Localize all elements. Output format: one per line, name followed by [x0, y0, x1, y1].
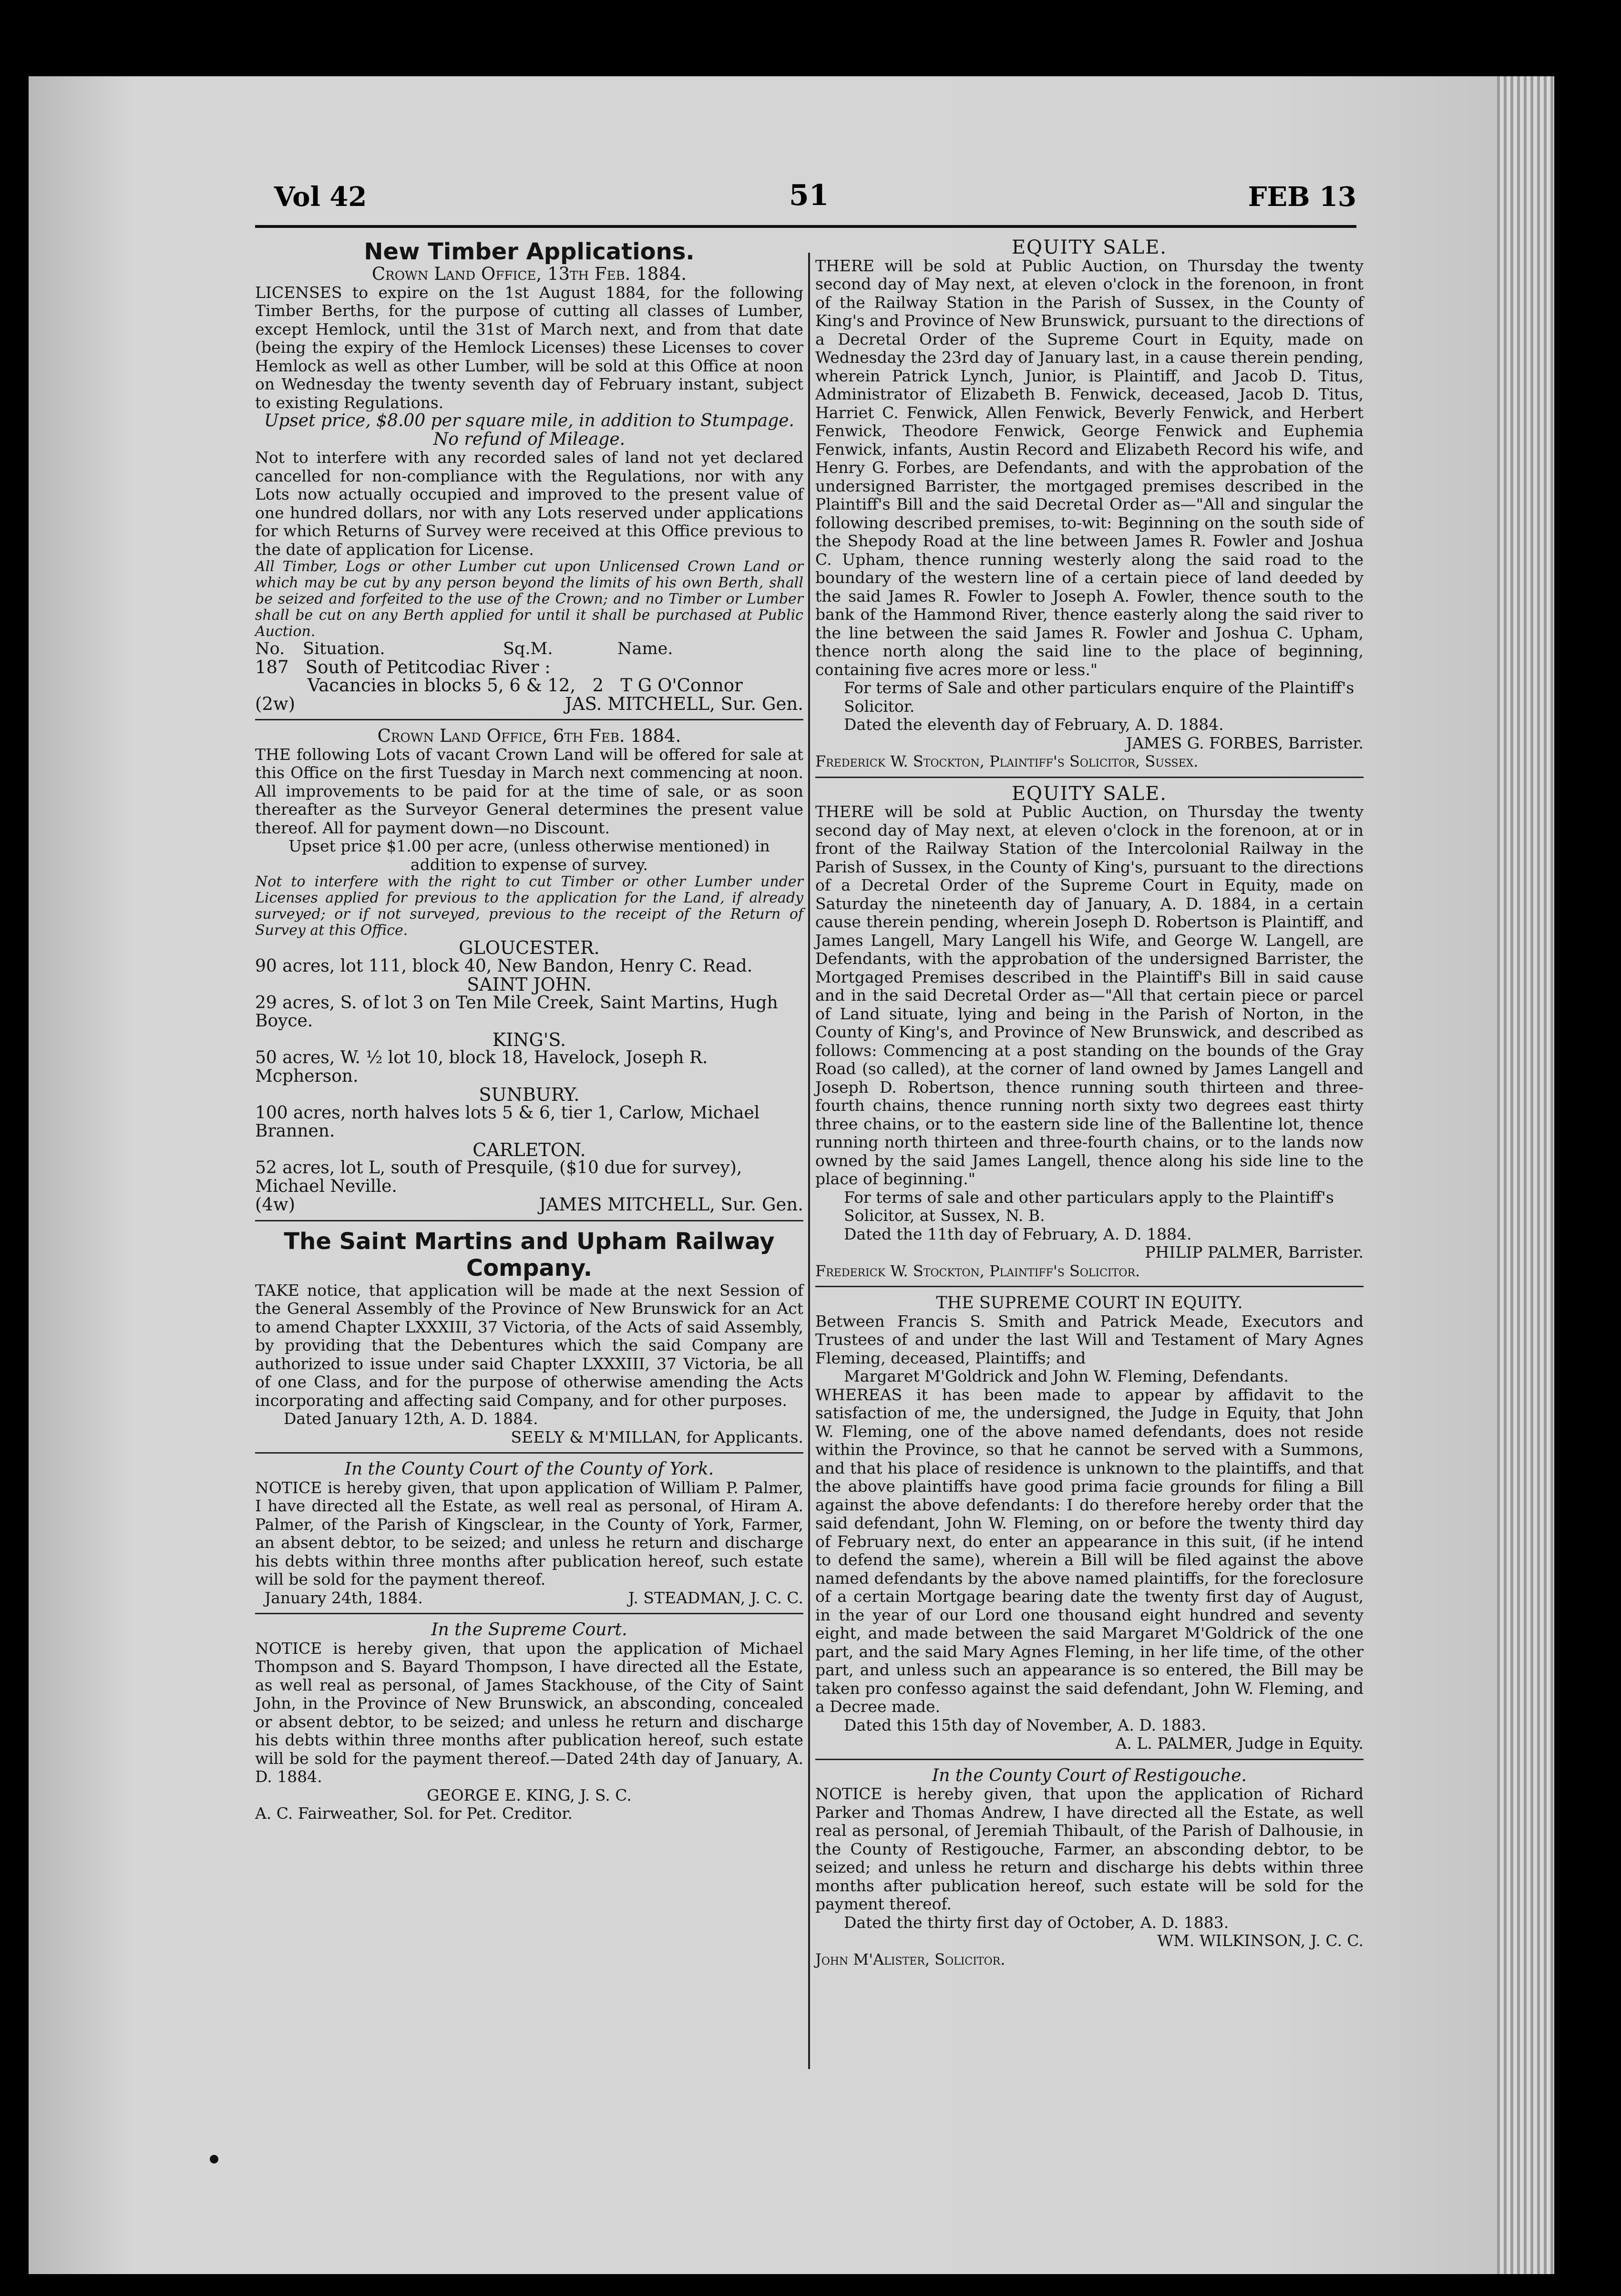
equity2-title: EQUITY SALE.: [1011, 782, 1168, 805]
equity1-body: THERE will be sold at Public Auction, on Thursday the twenty second day of May next, at eleven o'clock in the forenoon, in front of the Railway Station in the Parish of Sussex, in the County of King's and Province of New Brunswick, pursuant to the directions of a Decretal Order of the Supreme Court in Equity, made on Wednesday the 23rd day of January last, in a cause therein pending, wherein Patrick Lynch, Junior, is Plaintiff, and Jacob D. Titus, Administrator of Elizabeth B. Fenwick, deceased, Jacob D. Titus, Harriet C. Fenwick, Allen Fenwick, Beverly Fenwick, and Herbert Fenwick, Theodore Fenwick, George Fenwick and Euphemia Fenwick, infants, Austin Record and Elizabeth Record his wife, and Henry G. Forbes, are Defendants, and with the approbation of the undersigned Barrister, the mortgaged premises described in the Plaintiff's Bill and the said Decretal Order as—"All and singular the following described premises, to-wit: Beginning on the south side of the Shepody Road at the line between James R. Fowler and Joshua C. Upham, thence running westerly along the said road to the boundary of the western line of a certain piece of land deeded by the said James R. Fowler to Joseph A. Fowler, thence south to the bank of the Hammond River, thence easterly along the said river to the line between the said James R. Fowler and Joshua C. Upham, thence north along the said line to the place of beginning, containing five acres more or less.": [815, 256, 1364, 679]
timber-table-header: [255, 640, 803, 658]
divider: [255, 1452, 803, 1454]
row-sqm: 2: [592, 675, 604, 696]
crown-weeks: (4w): [255, 1194, 296, 1215]
timber-office-line: Crown Land Office, 13th Feb. 1884.: [371, 264, 687, 284]
issue-date: FEB 13: [1248, 181, 1356, 213]
column-divider: [808, 253, 810, 2069]
crown-body: THE following Lots of vacant Crown Land will be offered for sale at this Office on the first Tuesday in March next commencing at noon. All improvements to be paid for at the time of sale, or as soon thereafter as the Surveyor General determines the present value thereof. All for payment down—no Discount.: [255, 745, 803, 837]
timber-signature: JAS. MITCHELL, Sur. Gen.: [565, 693, 803, 714]
supreme-body: NOTICE is hereby given, that upon the application of Michael Thompson and S. Bayard Thompson, I have directed all the Estate, as well real as personal, of James Stackhouse, of the City of Saint John, in the Province of New Brunswick, an absconding, concealed or absent debtor, to be seized; and unless he return and discharge his debts within three months after publication hereof, such estate will be sold for the payment thereof.—Dated 24th day of January, A. D. 1884.: [255, 1639, 803, 1786]
page-header: [274, 107, 1356, 222]
supreme-equity-defendants: Margaret M'Goldrick and John W. Fleming, Defendants.: [844, 1367, 1289, 1385]
timber-table-row-detail: [255, 676, 803, 695]
divider: [815, 777, 1364, 778]
york-date: January 24th, 1884.: [265, 1588, 423, 1607]
timber-table-row: [255, 658, 803, 677]
equity2-barrister: PHILIP PALMER, Barrister.: [1145, 1243, 1364, 1261]
restigouche-court: In the County Court of Restigouche.: [932, 1765, 1247, 1785]
divider: [255, 1613, 803, 1614]
col-header-sqm: Sq.M.: [503, 639, 553, 658]
supreme-equity-parties: Between Francis S. Smith and Patrick Meade, Executors and Trustees of and under the last Will and Testament of Mary Agnes Fleming, deceased, Plaintiffs; and: [815, 1312, 1364, 1367]
row-situation: South of Petitcodiac River :: [305, 656, 551, 677]
equity2-terms: For terms of sale and other particulars apply to the Plaintiff's Solicitor, at Sussex, N. B.: [844, 1188, 1334, 1225]
divider: [255, 719, 803, 720]
lot-sunbury: 100 acres, north halves lots 5 & 6, tier 1, Carlow, Michael Brannen.: [255, 1103, 760, 1141]
timber-refund: No refund of Mileage.: [433, 429, 626, 449]
row-name: T G O'Connor: [620, 675, 743, 696]
york-signature-line: [255, 1589, 803, 1608]
ink-mark: [210, 2155, 218, 2163]
divider: [255, 1220, 803, 1221]
county-sunbury: SUNBURY.: [479, 1084, 580, 1105]
equity1-solicitor: Frederick W. Stockton, Plaintiff's Solicitor, Sussex.: [815, 752, 1199, 770]
equity1-dated: Dated the eleventh day of February, A. D. 1884.: [844, 715, 1224, 734]
lot-kings: 50 acres, W. ½ lot 10, block 18, Havelock, Joseph R. Mcpherson.: [255, 1048, 708, 1086]
york-court: In the County Court of the County of York.: [344, 1459, 714, 1479]
timber-weeks: (2w): [255, 693, 296, 714]
lot-gloucester: 90 acres, lot 111, block 40, New Bandon, Henry C. Read.: [255, 956, 753, 976]
crown-signature: JAMES MITCHELL, Sur. Gen.: [539, 1194, 803, 1215]
timber-all-timber-note: All Timber, Logs or other Lumber cut upon Unlicensed Crown Land or which may be cut by any person beyond the limits of his own Berth, shall be seized and forfeited to the use of the Crown; and no Timber or Lumber shall be cut on any Berth applied for until it shall be purchased at Public Auction.: [255, 558, 803, 640]
divider: [815, 1759, 1364, 1760]
railway-dated: Dated January 12th, A. D. 1884.: [284, 1409, 538, 1428]
supreme-equity-signature: A. L. PALMER, Judge in Equity.: [1115, 1734, 1364, 1753]
timber-signature-line: [255, 695, 803, 714]
lot-saint-john: 29 acres, S. of lot 3 on Ten Mile Creek, Saint Martins, Hugh Boyce.: [255, 993, 778, 1031]
equity1-title: EQUITY SALE.: [1011, 236, 1168, 258]
restigouche-dated: Dated the thirty first day of October, A. D. 1883.: [844, 1913, 1229, 1932]
equity1-barrister: JAMES G. FORBES, Barrister.: [1126, 733, 1364, 752]
page-number: 51: [789, 179, 829, 212]
railway-body: TAKE notice, that application will be made at the next Session of the General Assembly of the Province of New Brunswick for an Act to amend Chapter LXXXIII, 37 Victoria, of the Acts of said Assembly, by providing that the Debentures which the said Company are authorized to issue under said Chapter LXXXIII, 37 Victoria, be all of one Class, and for the purpose of otherwise amending the Acts incorporating and affecting said Company, and for other purposes.: [255, 1281, 803, 1410]
crown-office-line: Crown Land Office, 6th Feb. 1884.: [377, 726, 681, 746]
county-kings: KING'S.: [492, 1029, 566, 1050]
supreme-court: In the Supreme Court.: [431, 1620, 627, 1640]
crown-note: Not to interfere with the right to cut Timber or other Lumber under Licenses applied for previous to the application for the Land, if already surveyed; or if not surveyed, previous to the receipt of the Return of Survey at this Office.: [255, 873, 803, 939]
equity2-body: THERE will be sold at Public Auction, on Thursday the twenty second day of May next, at eleven o'clock in the forenoon, at or in front of the Railway Station of the Intercolonial Railway in the Parish of Sussex, in the County of King's, pursuant to the directions of a Decretal Order of the Supreme Court in Equity, made on Saturday the nineteenth day of January, A. D. 1884, in a certain cause therein pending, wherein Joseph D. Robertson is Plaintiff, and James Langell, Mary Langell his Wife, and George W. Langell, are Defendants, with the approbation of the undersigned Barrister, the Mortgaged Premises described in the Plaintiff's Bill in said cause and in the said Decretal Order as—"All that certain piece or parcel of Land situate, lying and being in the Parish of Norton, in the County of King's, and Province of New Brunswick, and described as follows: Commencing at a post standing on the bounds of the Gray Road (so called), at the corner of land owned by James Langell and Joseph D. Robertson, thence running south thirteen and three-fourth chains, thence running north sixty two degrees east thirty three chains, or to the eastern side line of the Ballentine lot, thence running north thirteen and three-fourth chains, or to the lands now owned by the said James Langell, thence along his side line to the place of beginning.": [815, 802, 1364, 1188]
col-header-no: No.: [255, 639, 285, 658]
crown-upset-price: Upset price $1.00 per acre, (unless otherwise mentioned) in addition to expense of survey.: [288, 837, 770, 874]
restigouche-body: NOTICE is hereby given, that upon the application of Richard Parker and Thomas Andrew, I have directed all the Estate, as well real as personal, of Jeremiah Thibault, of the Parish of Dalhousie, in the County of Restigouche, Farmer, an absconding debtor, to be seized; and unless he return and discharge his debts within three months after publication hereof, such estate will be sold for the payment thereof.: [815, 1784, 1364, 1913]
equity2-dated: Dated the 11th day of February, A. D. 1884.: [844, 1224, 1192, 1243]
page-spine: [1497, 76, 1554, 2274]
header-rule: [255, 225, 1356, 228]
supreme-equity-title: THE SUPREME COURT IN EQUITY.: [936, 1293, 1243, 1312]
equity2-solicitor: Frederick W. Stockton, Plaintiff's Solicitor.: [815, 1261, 1140, 1280]
volume-label: Vol 42: [274, 181, 367, 213]
timber-heading: New Timber Applications.: [364, 238, 695, 265]
county-saint-john: SAINT JOHN.: [467, 974, 592, 995]
col-header-name: Name.: [617, 639, 673, 658]
supreme-equity-body: WHEREAS it has been made to appear by affidavit to the satisfaction of me, the undersigned, the Judge in Equity, that John W. Fleming, one of the above named defendants, does not reside within the Province, so that he cannot be served with a Summons, and that his place of residence is unknown to the plaintiffs, and that the above plaintiffs have good prima facie grounds for filing a Bill against the above defendants: I do therefore hereby order that the said defendant, John W. Fleming, on or before the twenty third day of February next, do enter an appearance in this suit, (if he intend to defend the same), wherein a Bill will be filed against the above named defendants by the above named plaintiffs, for the foreclosure of a certain Mortgage bearing date the twenty first day of August, in the year of our Lord one thousand eight hundred and seventy eight, and made between the said Margaret M'Goldrick of the one part, and the said Mary Agnes Fleming, in her life time, of the other part, and unless such an appearance is so entered, the Bill may be taken pro confesso against the said defendant, John W. Fleming, and a Decree made.: [815, 1385, 1364, 1716]
col-header-situation: Situation.: [303, 639, 385, 658]
timber-upset-price: Upset price, $8.00 per square mile, in addition to Stumpage.: [264, 411, 794, 430]
york-body: NOTICE is hereby given, that upon application of William P. Palmer, I have directed all the Estate, as well real as personal, of Hiram A. Palmer, of the Parish of Kingsclear, in the County of York, Farmer, an absent debtor, to be seized; and unless he return and discharge his debts within three months after publication hereof, such estate will be sold for the payment thereof.: [255, 1478, 803, 1589]
row-no: 187: [255, 656, 289, 677]
york-signature: J. STEADMAN, J. C. C.: [628, 1588, 803, 1607]
supreme-solicitor: A. C. Fairweather, Sol. for Pet. Creditor.: [255, 1804, 573, 1823]
county-carleton: CARLETON.: [472, 1139, 586, 1160]
crown-signature-line: [255, 1196, 803, 1214]
lot-carleton: 52 acres, lot L, south of Presquile, ($10 due for survey), Michael Neville.: [255, 1158, 742, 1196]
restigouche-solicitor: John M'Alister, Solicitor.: [815, 1950, 1005, 1968]
railway-heading: The Saint Martins and Upham Railway Company.: [284, 1228, 775, 1281]
supreme-equity-dated: Dated this 15th day of November, A. D. 1883.: [844, 1715, 1207, 1734]
row-detail: Vacancies in blocks 5, 6 & 12,: [308, 675, 576, 696]
left-column: [255, 238, 803, 1823]
timber-body: LICENSES to expire on the 1st August 1884, for the following Timber Berths, for the purpose of cutting all classes of Lumber, except Hemlock, until the 31st of March next, and from that date (being the expiry of the Hemlock Licenses) these Licenses to cover Hemlock as well as other Lumber, will be sold at this Office at noon on Wednesday the twenty seventh day of February instant, subject to existing Regulations.: [255, 283, 803, 412]
right-column: [815, 238, 1364, 1968]
county-gloucester: GLOUCESTER.: [459, 937, 600, 958]
divider: [815, 1286, 1364, 1287]
railway-signature: SEELY & M'MILLAN, for Applicants.: [511, 1427, 803, 1446]
supreme-signature: GEORGE E. KING, J. S. C.: [427, 1785, 632, 1804]
restigouche-signature: WM. WILKINSON, J. C. C.: [1157, 1931, 1364, 1950]
timber-not-interfere: Not to interfere with any recorded sales of land not yet declared cancelled for non-compliance with the Regulations, nor with any Lots now actually occupied and improved to the present value of one hundred dollars, nor with any Lots reserved under applications for which Returns of Survey were received at this Office previous to the date of application for License.: [255, 448, 803, 559]
equity1-terms: For terms of Sale and other particulars enquire of the Plaintiff's Solicitor.: [844, 678, 1354, 716]
